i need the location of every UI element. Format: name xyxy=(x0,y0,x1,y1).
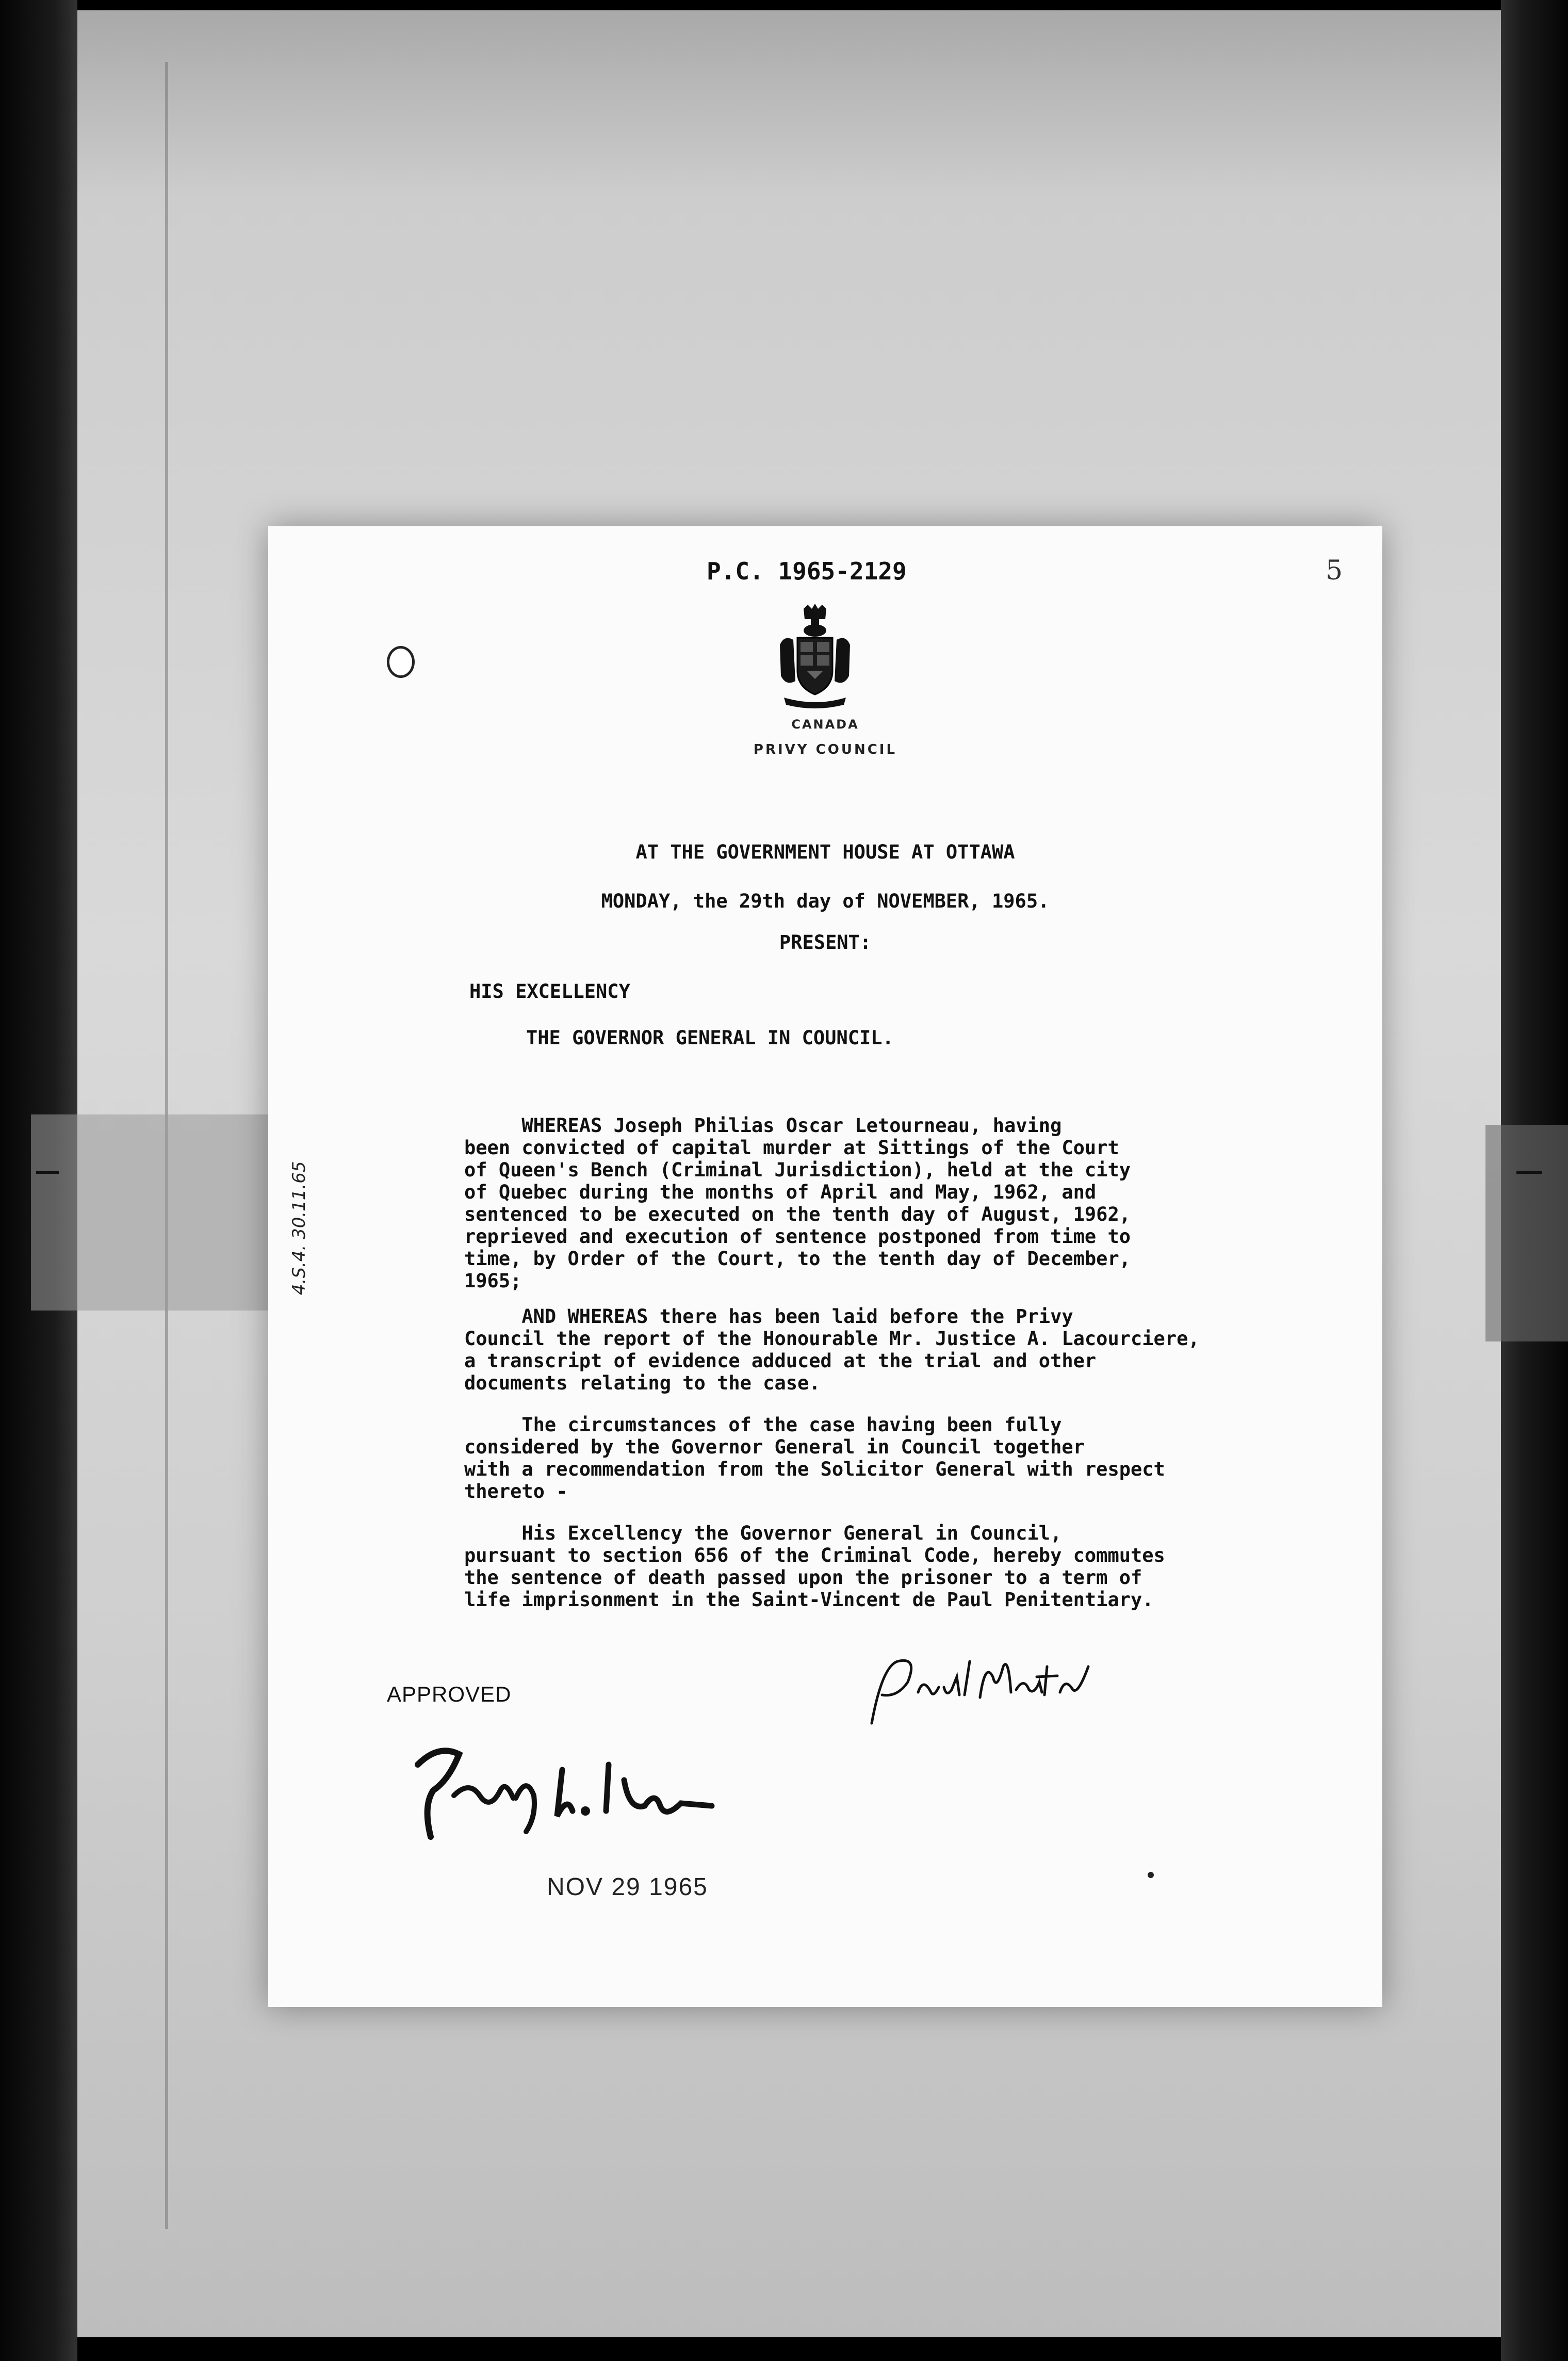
folder-tab-right xyxy=(1485,1125,1568,1341)
privy-council-label: PRIVY COUNCIL xyxy=(753,742,897,757)
frame-tick-right xyxy=(1516,1171,1542,1174)
approval-date-stamp: NOV 29 1965 xyxy=(547,1873,708,1901)
coat-of-arms-icon xyxy=(774,604,856,712)
paragraph-and-whereas: AND WHEREAS there has been laid before the Privy Council the report of the Honourable Mr. Justice A. Lacourciere, a transcript of evidence adduced at the trial and other documents relating to the case. xyxy=(464,1305,1200,1394)
signature-governor xyxy=(402,1734,722,1847)
signature-minister xyxy=(861,1646,1099,1728)
paragraph-circumstances: The circumstances of the case having been fully considered by the Governor General in Council together with a recommendation from the Solicitor General with respect thereto - xyxy=(464,1414,1165,1502)
order-in-council-page xyxy=(268,526,1382,2007)
present-heading: PRESENT: xyxy=(779,931,872,953)
frame-tick-left xyxy=(36,1171,59,1174)
folder-tab-left xyxy=(31,1114,299,1311)
punch-hole xyxy=(387,646,415,678)
his-excellency: HIS EXCELLENCY xyxy=(469,980,630,1002)
paragraph-whereas: WHEREAS Joseph Philias Oscar Letourneau, having been convicted of capital murder at Sittings of the Court of Queen's Bench (Criminal Jurisdiction), held at the city of Quebec during the months of April and May, 1962, and sentenced to be executed on the tenth day of August, 1962, reprieved and execution of sentence postponed from time to time, by Order of the Court, to the tenth day of December, 1965; xyxy=(464,1114,1131,1292)
margin-note: 4.S.4. 30.11.65 xyxy=(289,1161,309,1295)
country-label: CANADA xyxy=(791,717,859,732)
pc-number: P.C. 1965-2129 xyxy=(707,557,907,585)
paragraph-commutation: His Excellency the Governor General in Council, pursuant to section 656 of the Criminal Code, hereby commutes the sentence of death passed upon the prisoner to a term of life imprisonment in the Saint-Vincent de Paul Penitentiary. xyxy=(464,1522,1165,1611)
governor-general-in-council: THE GOVERNOR GENERAL IN COUNCIL. xyxy=(526,1027,894,1049)
meeting-date: MONDAY, the 29th day of NOVEMBER, 1965. xyxy=(601,890,1050,912)
meeting-place: AT THE GOVERNMENT HOUSE AT OTTAWA xyxy=(635,841,1015,863)
page-number: 5 xyxy=(1326,555,1343,586)
approved-label: APPROVED xyxy=(387,1682,512,1706)
ink-dot xyxy=(1148,1872,1154,1878)
